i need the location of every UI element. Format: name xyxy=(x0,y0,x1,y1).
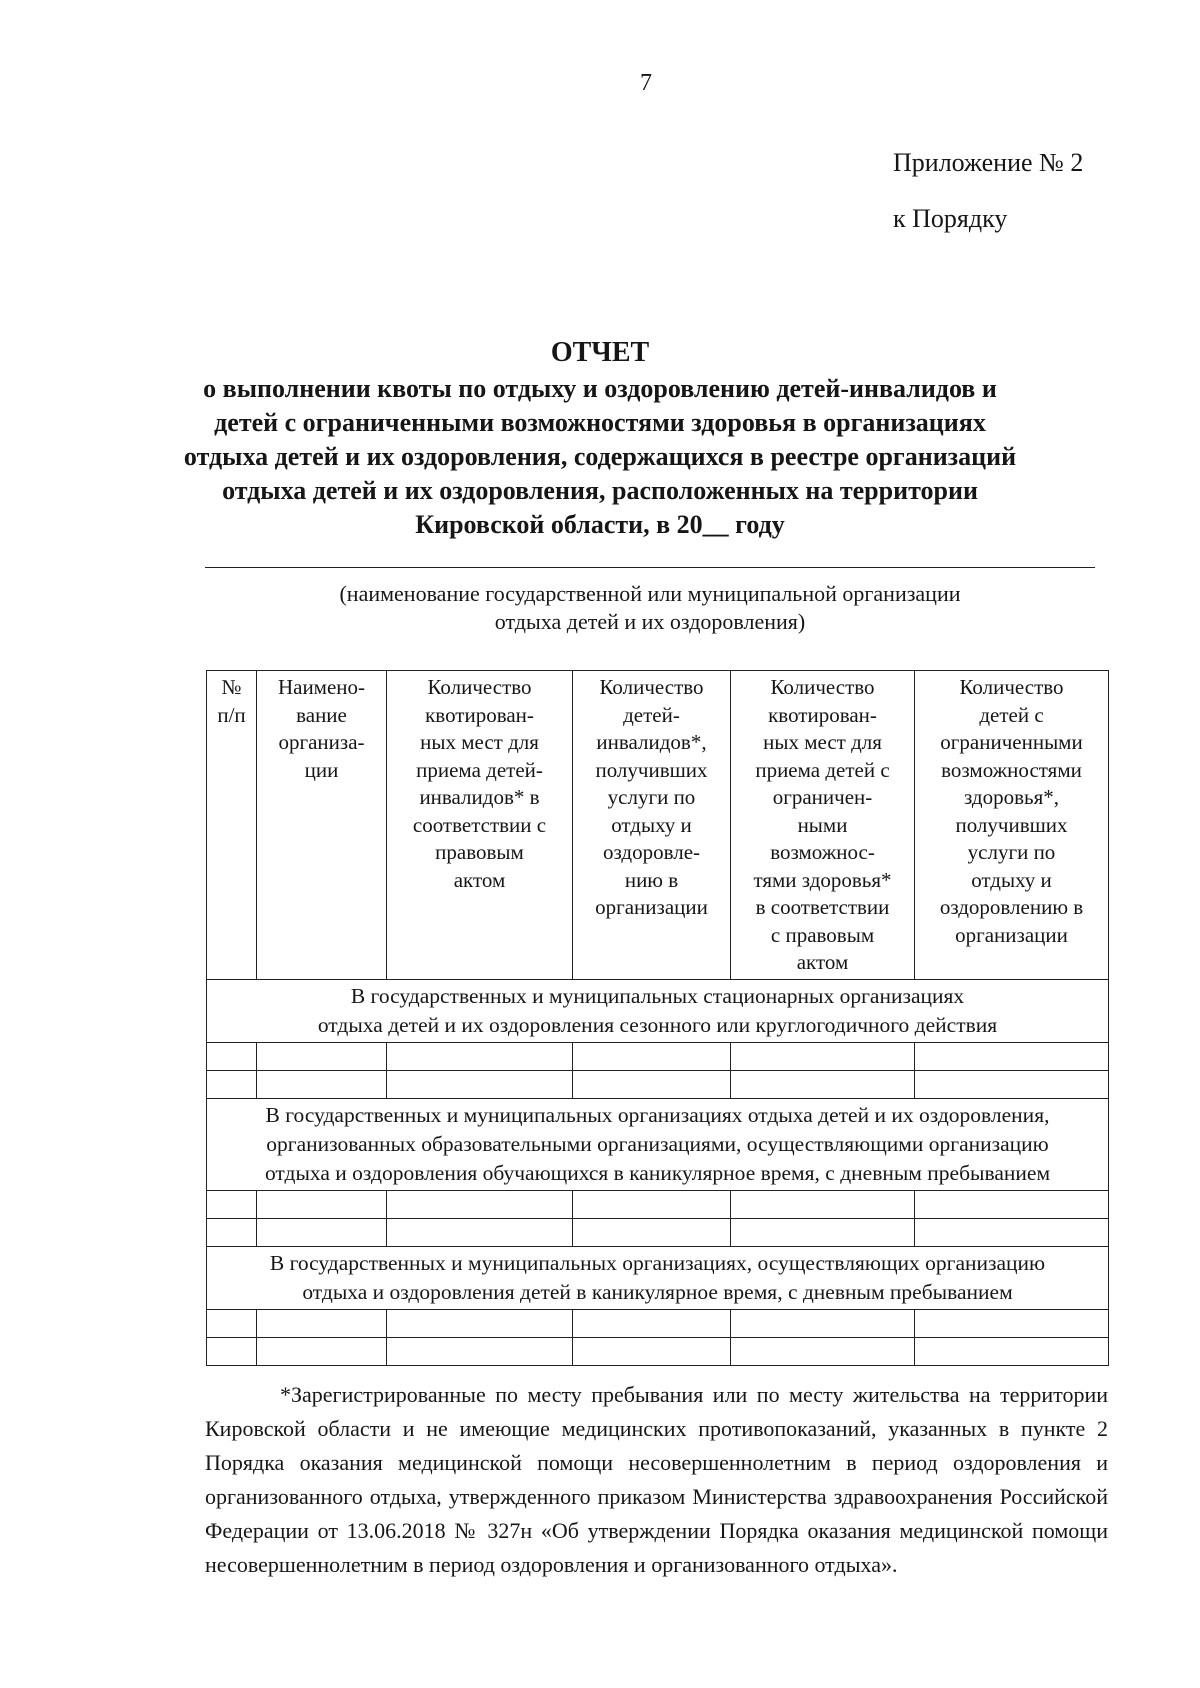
table-cell xyxy=(731,1070,915,1098)
table-cell xyxy=(257,1190,387,1218)
header-line: инвалидов* в xyxy=(419,785,540,809)
header-line: приема детей- xyxy=(416,757,543,782)
header-served-limited xyxy=(915,671,1109,980)
section-heading xyxy=(207,979,1109,1042)
header-line: организа- xyxy=(278,730,365,754)
section-heading-line: отдыха и оздоровления детей в каникулярное время, с дневным пребыванием xyxy=(302,1279,1013,1304)
organization-name-line xyxy=(205,567,1095,568)
header-line: Количество xyxy=(959,675,1064,699)
header-line: правовым xyxy=(435,840,524,864)
header-line: квотирован- xyxy=(425,702,534,727)
table-cell xyxy=(257,1042,387,1070)
table-cell xyxy=(573,1337,731,1365)
table-cell xyxy=(207,1190,257,1218)
header-line: п/п xyxy=(217,702,246,727)
section-heading-line: В государственных и муниципальных стационарных организациях xyxy=(350,983,965,1008)
table-cell xyxy=(573,1190,731,1218)
table-cell xyxy=(915,1218,1109,1246)
header-line: услуги по xyxy=(967,840,1056,864)
table-cell xyxy=(257,1309,387,1337)
organization-caption-line: (наименование государственной или муниципальной организации xyxy=(339,581,961,606)
header-line: здоровья*, xyxy=(963,785,1059,809)
table-cell xyxy=(731,1218,915,1246)
header-line: ных мест для xyxy=(763,730,882,754)
report-subtitle-line: Кировской области, в 20__ году xyxy=(415,510,785,539)
header-line: отдыху и xyxy=(611,812,692,837)
section-heading-line: В государственных и муниципальных организациях отдыха детей и их оздоровления, xyxy=(265,1102,1050,1127)
header-line: квотирован- xyxy=(768,702,877,727)
table-cell xyxy=(573,1042,731,1070)
header-line: ными xyxy=(797,812,848,837)
table-cell xyxy=(731,1337,915,1365)
report-table xyxy=(206,670,1109,1366)
table-cell xyxy=(257,1218,387,1246)
table-header-row xyxy=(207,671,1109,980)
header-line: в соответствии xyxy=(755,895,890,919)
header-line: возможностями xyxy=(941,757,1082,782)
table-cell xyxy=(915,1309,1109,1337)
header-organization-name xyxy=(257,671,387,980)
table-cell xyxy=(207,1309,257,1337)
table-row xyxy=(207,1070,1109,1098)
section-row xyxy=(207,979,1109,1042)
table-cell xyxy=(731,1042,915,1070)
report-subtitle-line: отдыха детей и их оздоровления, расположенных на территории xyxy=(222,476,978,505)
section-heading xyxy=(207,1246,1109,1309)
header-line: ограниченными xyxy=(940,730,1083,754)
table-cell xyxy=(731,1309,915,1337)
header-line: оздоровле- xyxy=(602,840,701,864)
table-cell xyxy=(257,1070,387,1098)
report-title: ОТЧЕТ xyxy=(550,337,650,368)
header-line: Количество xyxy=(770,675,875,699)
appendix-label: Приложение № 2 xyxy=(893,148,1084,177)
report-title-block xyxy=(160,336,1040,542)
section-heading-line: В государственных и муниципальных организациях, осуществляющих организацию xyxy=(269,1250,1046,1275)
table-cell xyxy=(573,1309,731,1337)
table-cell xyxy=(207,1070,257,1098)
section-heading-line: организованных образовательными организациями, осуществляющими организацию xyxy=(266,1131,1049,1156)
table-cell xyxy=(207,1218,257,1246)
header-line: Количество xyxy=(427,675,532,699)
header-line: оздоровлению в xyxy=(939,895,1084,919)
table-cell xyxy=(915,1042,1109,1070)
header-number xyxy=(207,671,257,980)
header-line: организации xyxy=(595,895,708,919)
report-subtitle-line: отдыха детей и их оздоровления, содержащихся в реестре организаций xyxy=(183,442,1017,471)
table-cell xyxy=(573,1218,731,1246)
header-line: возможнос- xyxy=(770,840,875,864)
header-quota-disabled xyxy=(387,671,573,980)
header-line: актом xyxy=(453,867,506,892)
page-number: 7 xyxy=(640,70,652,96)
section-heading-line: отдыха и оздоровления обучающихся в каникулярное время, с дневным пребыванием xyxy=(264,1160,1051,1185)
header-line: тями здоровья* xyxy=(753,867,892,892)
report-subtitle-line: детей с ограниченными возможностями здоровья в организациях xyxy=(214,408,986,437)
header-line: Количество xyxy=(599,675,704,699)
table-cell xyxy=(387,1218,573,1246)
header-line: получивших xyxy=(595,757,708,782)
organization-caption-line: отдыха детей и их оздоровления) xyxy=(494,609,806,634)
header-line: отдыху и xyxy=(971,867,1052,892)
header-line: организации xyxy=(955,922,1068,947)
header-line: Наимено- xyxy=(277,675,366,699)
header-line: соответствии с xyxy=(412,812,547,837)
table-cell xyxy=(387,1190,573,1218)
table-cell xyxy=(731,1190,915,1218)
header-line: детей- xyxy=(623,702,680,727)
header-line: ограничен- xyxy=(772,785,873,809)
table-row xyxy=(207,1309,1109,1337)
footnote-text: *Зарегистрированные по месту пребывания или по месту жительства на территории Кировской области и не имеющие медицинских противопоказаний, указанных в пункте 2 Порядка оказания медицинской помощи несовершеннолетним в период оздоровления и организованного отдыха, утвержденного приказом Министерства здравоохранения Российской Федерации от 13.06.2018 № 327н «Об утверждении Порядка оказания медицинской помощи несовершеннолетним в период оздоровления и организованного отдыха». xyxy=(205,1382,1108,1577)
header-quota-limited xyxy=(731,671,915,980)
table-cell xyxy=(207,1042,257,1070)
header-line: актом xyxy=(796,950,849,974)
header-line: инвалидов*, xyxy=(596,730,707,754)
table-cell xyxy=(573,1070,731,1098)
header-line: ных мест для xyxy=(420,730,539,754)
table-cell xyxy=(915,1190,1109,1218)
header-line: услуги по xyxy=(607,785,696,809)
table-cell xyxy=(207,1337,257,1365)
table-row xyxy=(207,1042,1109,1070)
header-line: № xyxy=(221,675,242,699)
table-row xyxy=(207,1190,1109,1218)
table-row xyxy=(207,1218,1109,1246)
section-heading-line: отдыха детей и их оздоровления сезонного или круглогодичного действия xyxy=(317,1012,998,1037)
appendix-reference: к Порядку xyxy=(893,204,1008,233)
header-line: ции xyxy=(304,757,339,782)
table-row xyxy=(207,1337,1109,1365)
table-cell xyxy=(915,1337,1109,1365)
header-line: получивших xyxy=(955,812,1068,837)
header-line: с правовым xyxy=(770,922,875,947)
table-cell xyxy=(915,1070,1109,1098)
table-cell xyxy=(387,1309,573,1337)
table-cell xyxy=(387,1042,573,1070)
organization-caption xyxy=(200,580,1100,636)
header-served-disabled xyxy=(573,671,731,980)
header-line: детей с xyxy=(979,702,1044,727)
header-line: приема детей с xyxy=(755,757,890,782)
section-heading xyxy=(207,1098,1109,1190)
table-cell xyxy=(387,1337,573,1365)
section-row xyxy=(207,1098,1109,1190)
report-subtitle-line: о выполнении квоты по отдыху и оздоровлению детей-инвалидов и xyxy=(203,374,997,403)
header-line: нию в xyxy=(624,867,679,892)
section-row xyxy=(207,1246,1109,1309)
table-cell xyxy=(257,1337,387,1365)
header-line: вание xyxy=(296,702,347,727)
table-cell xyxy=(387,1070,573,1098)
